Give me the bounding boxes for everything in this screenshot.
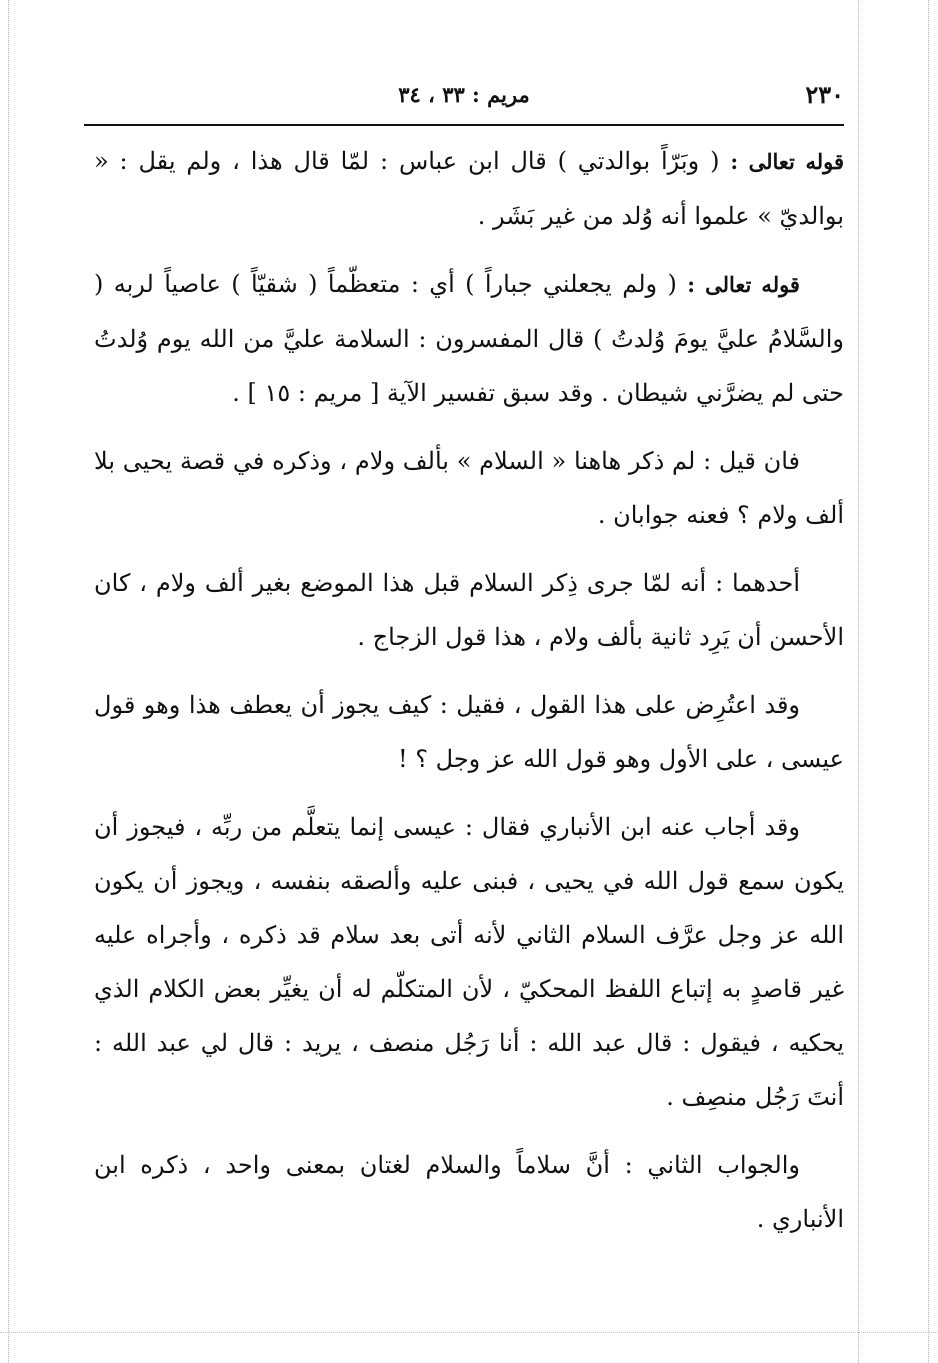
paragraph	[94, 1138, 844, 1246]
paragraph-text: وقد أجاب عنه ابن الأنباري فقال : عيسى إنما يتعلَّم من ربِّه ، فيجوز أن يكون سمع قول الله في يحيى ، فبنى عليه وألصقه بنفسه ، ويجوز أن يكون الله عز وجل عرَّف السلام الثاني لأنه أتى بعد سلام قد ذكره ، وأجراه عليه غير قاصدٍ به إتباع اللفظ المحكيّ ، لأن المتكلّم له أن يغيِّر بعض الكلام الذي يحكيه ، فيقول : قال عبد الله : أنا رَجُل منصف ، يريد : قال لي عبد الله : أنتَ رَجُل منصِف .	[94, 813, 845, 1111]
running-head: مريم : ٣٣ ، ٣٤	[398, 82, 530, 107]
paragraph-text: أحدهما : أنه لمّا جرى ذِكر السلام قبل هذا الموضع بغير ألف ولام ، كان الأحسن أن يَرِد ثانية بألف ولام ، هذا قول الزجاج .	[94, 569, 844, 651]
paragraph-text: وقد اعتُرِض على هذا القول ، فقيل : كيف يجوز أن يعطف هذا وهو قول عيسى ، على الأول وهو قول الله عز وجل ؟ !	[94, 691, 844, 773]
page-header	[84, 80, 844, 120]
scan-guide-line	[858, 0, 859, 1363]
paragraph-lead: قوله تعالى :	[687, 272, 800, 297]
paragraph	[94, 257, 844, 420]
paragraph-text: والجواب الثاني : أنَّ سلاماً والسلام لغتان بمعنى واحد ، ذكره ابن الأنباري .	[94, 1151, 844, 1233]
page-number: ٢٣٠	[805, 80, 844, 109]
paragraph-text: ( وبَرّاً بوالدتي ) قال ابن عباس : لمّا قال هذا ، ولم يقل : « بوالديّ » علموا أنه وُلد من غير بَشَر .	[94, 147, 844, 230]
scan-guide-line	[8, 0, 9, 1363]
paragraph	[94, 800, 844, 1124]
header-rule	[84, 124, 844, 126]
body-text	[94, 134, 844, 1260]
scan-guide-line	[0, 1332, 938, 1333]
paragraph	[94, 556, 844, 664]
paragraph	[94, 678, 844, 786]
paragraph	[94, 134, 844, 243]
paragraph-text: ( ولم يجعلني جباراً ) أي : متعظّماً ( شقيّاً ) عاصياً لربه ( والسَّلامُ عليَّ يومَ وُلدتُ ) قال المفسرون : السلامة عليَّ من الله يوم وُلدتُ حتى لم يضرَّني شيطان . وقد سبق تفسير الآية [ مريم : ١٥ ] .	[94, 270, 844, 407]
scan-guide-line	[928, 0, 929, 1363]
paragraph-text: فان قيل : لم ذكر هاهنا « السلام » بألف ولام ، وذكره في قصة يحيى بلا ألف ولام ؟ فعنه جوابان .	[94, 447, 844, 529]
paragraph-lead: قوله تعالى :	[730, 149, 844, 174]
paragraph	[94, 434, 844, 542]
